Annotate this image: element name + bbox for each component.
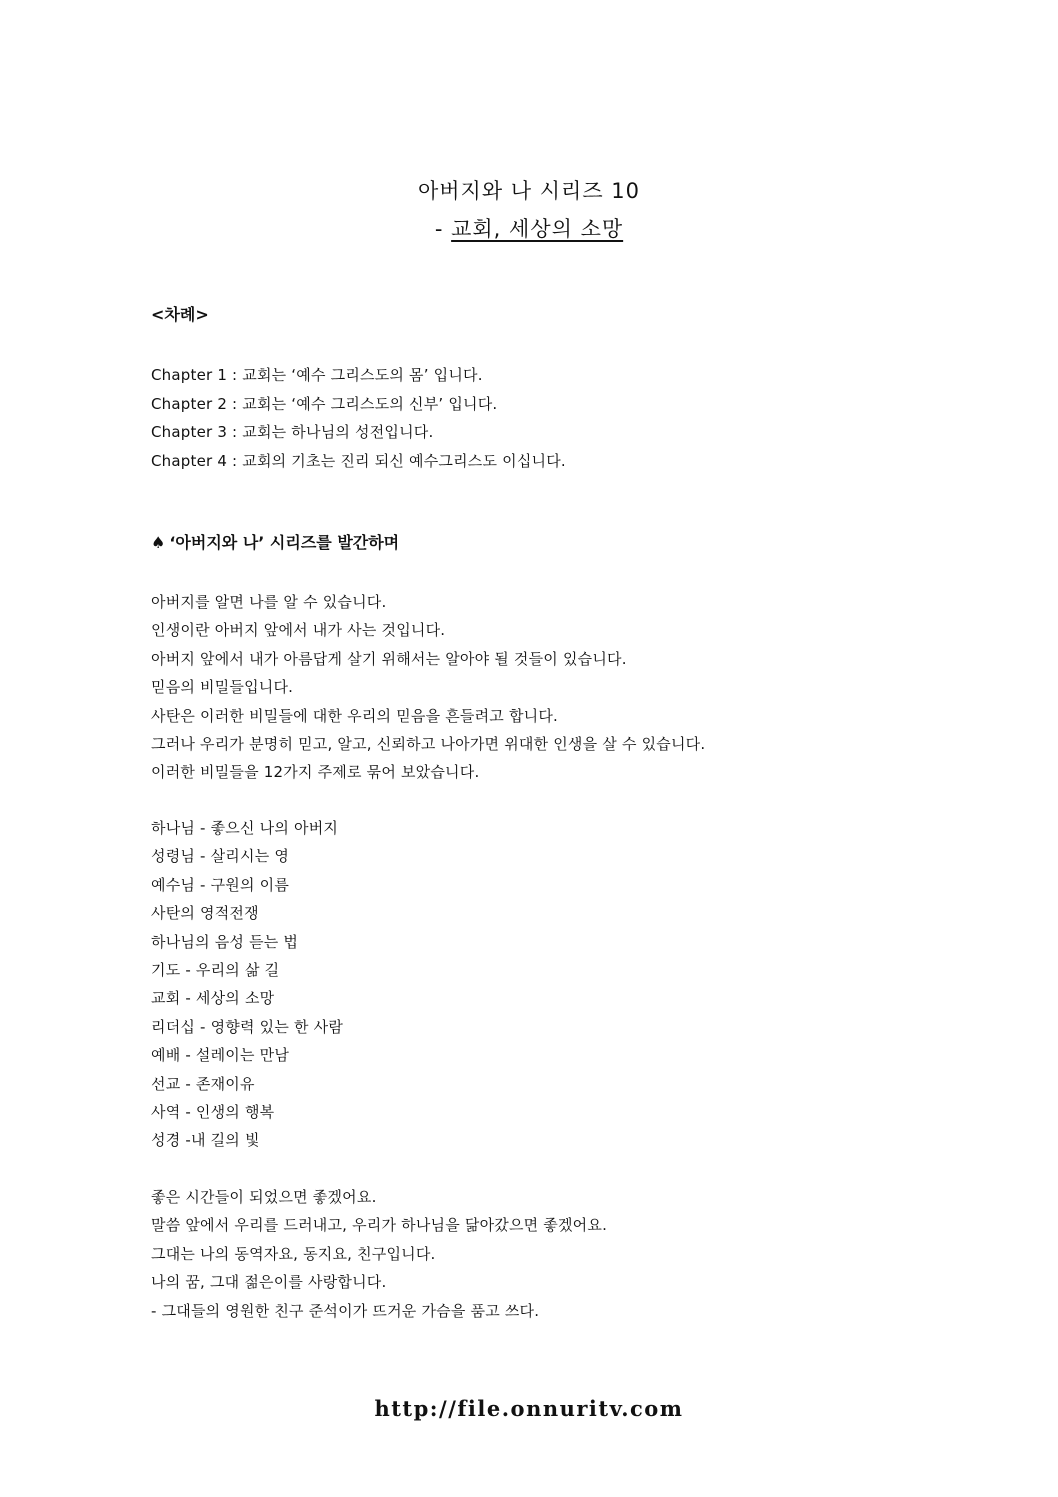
toc-item: Chapter 2 : 교회는 ‘예수 그리스도의 신부’ 입니다.: [151, 394, 498, 413]
topic-item: 사역 - 인생의 행복: [151, 1103, 275, 1122]
topic-item: 리더십 - 영향력 있는 한 사람: [151, 1017, 344, 1036]
subtitle-dash: -: [434, 217, 452, 241]
document-subtitle: [0, 210, 1058, 248]
topic-item: 예배 - 설레이는 만남: [151, 1046, 290, 1065]
intro-line: 그러나 우리가 분명히 믿고, 알고, 신뢰하고 나아가면 위대한 인생을 살 수 있습니다.: [151, 735, 706, 754]
topic-item: 선교 - 존재이유: [151, 1074, 255, 1093]
toc-item: Chapter 1 : 교회는 ‘예수 그리스도의 몸’ 입니다.: [151, 366, 483, 384]
toc-list: [151, 361, 566, 475]
intro-line: 아버지 앞에서 내가 아름답게 살기 위해서는 알아야 될 것들이 있습니다.: [151, 649, 627, 668]
toc-heading: <차례>: [151, 305, 209, 324]
closing-line: 나의 꿈, 그대 젊은이를 사랑합니다.: [151, 1273, 387, 1292]
spade-icon: ♠: [151, 533, 166, 552]
series-topic-list: [151, 814, 343, 1155]
intro-line: 믿음의 비밀들입니다.: [151, 678, 294, 697]
preface-closing: [151, 1183, 607, 1325]
closing-line: 말씀 앞에서 우리를 드러내고, 우리가 하나님을 닮아갔으면 좋겠어요.: [151, 1216, 608, 1235]
topic-item: 사탄의 영적전쟁: [151, 904, 259, 923]
topic-item: 성경 -내 길의 빛: [151, 1131, 260, 1150]
intro-line: 인생이란 아버지 앞에서 내가 사는 것입니다.: [151, 621, 446, 640]
topic-item: 기도 - 우리의 삶 길: [151, 961, 280, 980]
preface-heading: [151, 531, 399, 555]
closing-line: - 그대들의 영원한 친구 준석이가 뜨거운 가슴을 품고 쓰다.: [151, 1301, 540, 1320]
document-title-block: [0, 172, 1058, 248]
toc-item: Chapter 4 : 교회의 기초는 진리 되신 예수그리스도 이십니다.: [151, 451, 566, 470]
intro-line: 사탄은 이러한 비밀들에 대한 우리의 믿음을 흔들려고 합니다.: [151, 706, 558, 725]
intro-line: 아버지를 알면 나를 알 수 있습니다.: [151, 593, 387, 611]
topic-item: 하나님의 음성 듣는 법: [151, 932, 299, 951]
closing-line: 그대는 나의 동역자요, 동지요, 친구입니다.: [151, 1244, 436, 1263]
subtitle-underlined-text: 교회, 세상의 소망: [451, 217, 624, 241]
footer-url: http://file.onnuritv.com: [374, 1396, 684, 1421]
closing-line: 좋은 시간들이 되었으면 좋겠어요.: [151, 1188, 377, 1206]
intro-line: 이러한 비밀들을 12가지 주제로 묶어 보았습니다.: [151, 763, 480, 782]
topic-item: 성령님 - 살리시는 영: [151, 847, 290, 866]
topic-item: 예수님 - 구원의 이름: [151, 875, 290, 894]
topic-item: 교회 - 세상의 소망: [151, 989, 275, 1008]
preface-intro: [151, 588, 705, 787]
toc-item: Chapter 3 : 교회는 하나님의 성전입니다.: [151, 423, 434, 442]
document-title: 아버지와 나 시리즈 10: [417, 179, 641, 203]
topic-item: 하나님 - 좋으신 나의 아버지: [151, 819, 339, 837]
preface-heading-text: ‘아버지와 나’ 시리즈를 발간하며: [169, 533, 400, 552]
